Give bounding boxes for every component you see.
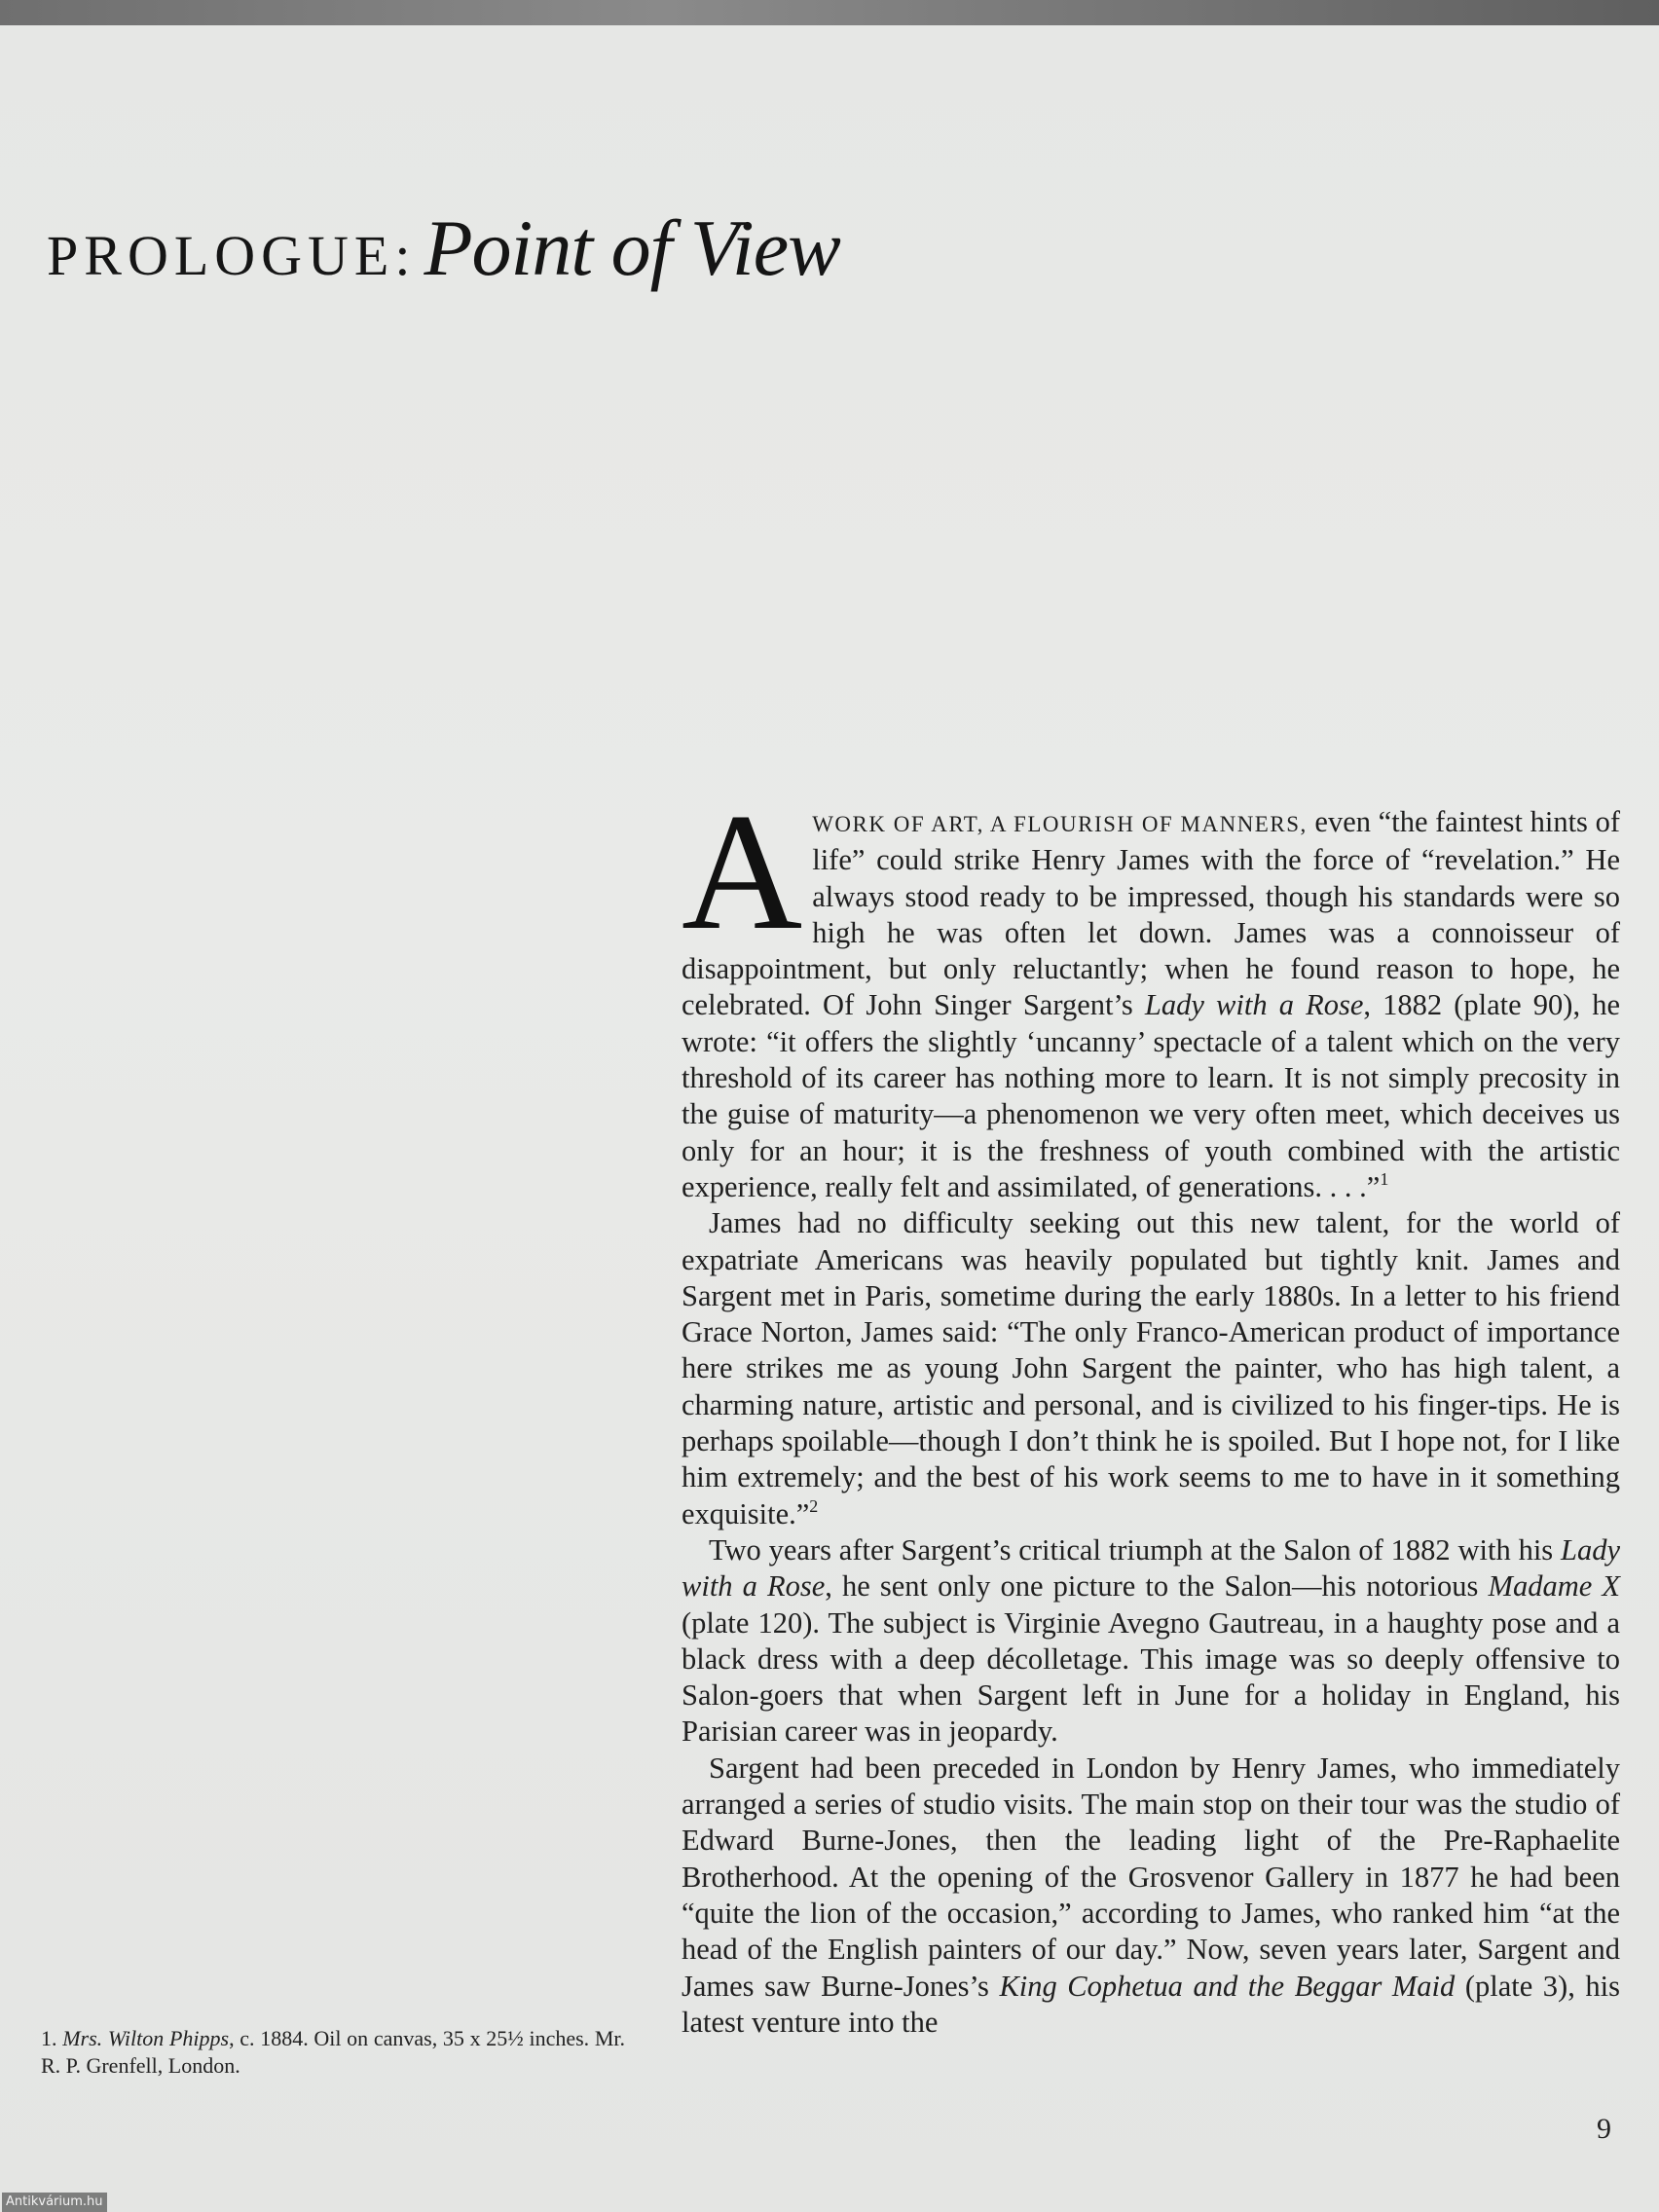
- scan-top-edge: [0, 0, 1659, 25]
- p3-italic: Lady with a Rose: [682, 1532, 1620, 1604]
- p2-text: James had no difficulty seeking out this new talent, for the world of expatriate Americans was heavily populated but tightly knit. James and Sargent met in Paris, sometime during the early 1880s. In a letter to his friend Grace Norton, James said: “The only Franco-American product of importance here strikes me as young John Sargent the painter, who has high talent, a charming nature, artistic and personal, and is civilized to his finger-tips. He is perhaps spoilable—though I don’t think he is spoiled. But I hope not, for I like him extremely; and the best of his work seems to me to have in it something exquisite.”: [682, 1206, 1620, 1530]
- p4-italic: King Cophetua and the Beggar Maid: [999, 1969, 1456, 2003]
- chapter-title-prefix: PROLOGUE:: [47, 224, 417, 287]
- lead-in: WORK OF ART, A FLOURISH OF MANNERS,: [812, 812, 1308, 836]
- chapter-title-main: Point of View: [424, 203, 840, 292]
- caption-details: , c. 1884. Oil on canvas, 35 x 25½ inches. Mr. R. P. Grenfell, London.: [41, 2026, 626, 2078]
- paragraph-4: [682, 1751, 1620, 2041]
- p3-text: Two years after Sargent’s critical triumph at the Salon of 1882 with his: [709, 1532, 1561, 1567]
- p3-text3: (plate 120). The subject is Virginie Avegno Gautreau, in a haughty pose and a black dress with a deep décolletage. This image was so deeply offensive to Salon-goers that when Sargent left in June for a holiday in England, his Parisian career was in jeopardy.: [682, 1605, 1620, 1749]
- p4-text: Sargent had been preceded in London by Henry James, who immediately arranged a series of studio visits. The main stop on their tour was the studio of Edward Burne-Jones, then the leading light of the Pre-Raphaelite Brotherhood. At the opening of the Grosvenor Gallery in 1877 he had been “quite the lion of the occasion,” according to James, who ranked him “at the head of the English painters of our day.” Now, seven years later, Sargent and James saw Burne-Jones’s: [682, 1751, 1620, 2003]
- footnote-1: 1: [1380, 1168, 1389, 1189]
- caption-title: Mrs. Wilton Phipps: [62, 2026, 230, 2050]
- figure-caption: [41, 2025, 625, 2080]
- watermark: Antikvárium.hu: [2, 2193, 107, 2212]
- p1-text2: , 1882 (plate 90), he wrote: “it offers the slightly ‘uncanny’ spectacle of a talent which on the very threshold of its career has nothing more to learn. It is not simply precosity in the guise of maturity—a phenomenon we very often meet, which deceives us only for an hour; it is the freshness of youth combined with the artistic experience, really felt and assimilated, of generations. . . .”: [682, 988, 1620, 1203]
- p3-italic2: Madame X: [1488, 1569, 1620, 1604]
- p1-italic: Lady with a Rose: [1144, 988, 1364, 1022]
- paragraph-3: [682, 1532, 1620, 1751]
- paragraph-1: [682, 780, 1621, 1205]
- p4-text2: (plate 3), his latest venture into the: [682, 1969, 1620, 2039]
- footnote-2: 2: [809, 1495, 819, 1516]
- page-number: 9: [1597, 2113, 1611, 2145]
- p3-text2: , he sent only one picture to the Salon—his notorious: [825, 1569, 1489, 1604]
- chapter-title: [47, 203, 840, 294]
- p1-text: even “the faintest hints of life” could strike Henry James with the force of “revelation.” He always stood ready to be impressed, though his standards were so high he was often let down. James was a connoisseur of disappointment, but only reluctantly; when he found reason to hope, he celebrated. Of John Singer Sargent’s: [682, 805, 1621, 1022]
- drop-cap: A: [682, 780, 803, 965]
- caption-number: 1.: [41, 2026, 57, 2050]
- article-body: [682, 780, 1621, 2041]
- paragraph-2: [682, 1205, 1620, 1532]
